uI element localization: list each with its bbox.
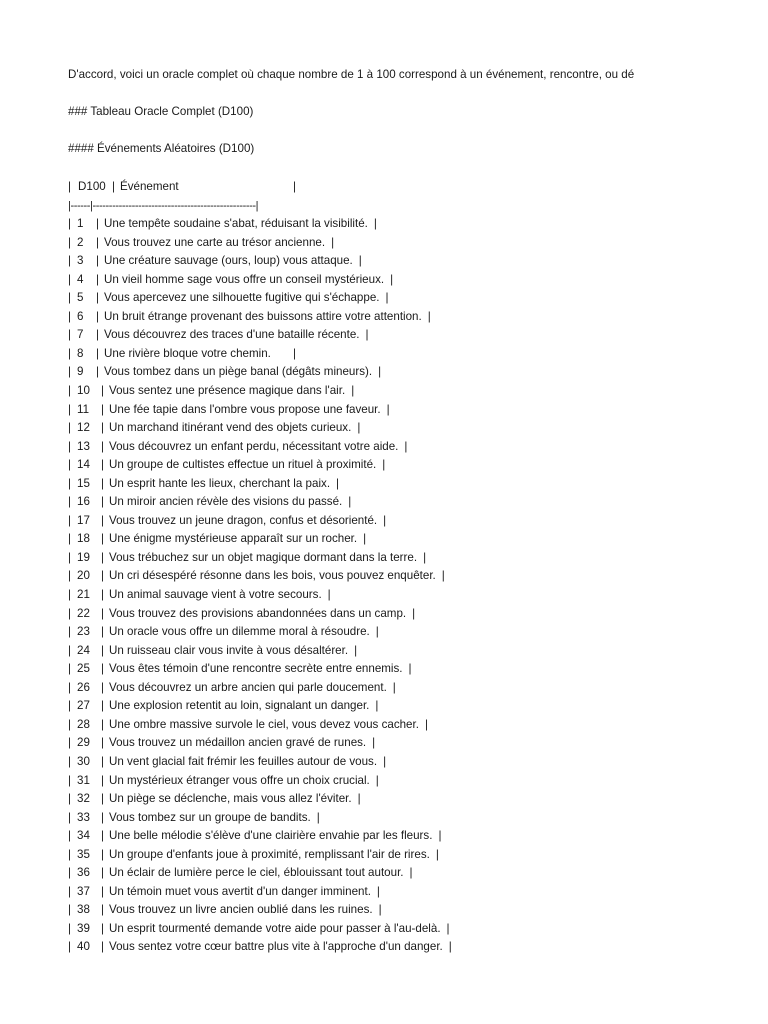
row-event: Un marchand itinérant vend des objets curieux. bbox=[109, 421, 352, 435]
row-pipe: | bbox=[435, 847, 439, 861]
table-row bbox=[68, 438, 708, 457]
row-pipe: | bbox=[68, 346, 72, 360]
row-event: Un esprit tourmenté demande votre aide pour passer à l'au-delà. bbox=[109, 921, 441, 935]
row-event: Une fée tapie dans l'ombre vous propose une faveur. bbox=[109, 402, 381, 416]
row-event: Un vieil homme sage vous offre un conseil mystérieux. bbox=[104, 272, 385, 286]
row-pipe: | bbox=[68, 829, 72, 843]
row-pipe: | bbox=[101, 884, 105, 898]
row-event: Vous trouvez un jeune dragon, confus et désorienté. bbox=[109, 513, 378, 527]
row-pipe: | bbox=[101, 458, 105, 472]
row-number: 18 bbox=[77, 532, 90, 546]
table-row bbox=[68, 215, 708, 234]
row-pipe: | bbox=[68, 439, 72, 453]
row-pipe: | bbox=[101, 588, 105, 602]
row-pipe: | bbox=[68, 217, 72, 231]
row-event: Une ombre massive survole le ciel, vous devez vous cacher. bbox=[109, 717, 419, 731]
row-number: 29 bbox=[77, 736, 90, 750]
row-pipe: | bbox=[96, 309, 100, 323]
table-row bbox=[68, 660, 708, 679]
row-event: Un ruisseau clair vous invite à vous désaltérer. bbox=[109, 643, 349, 657]
row-pipe: | bbox=[101, 550, 105, 564]
row-pipe: | bbox=[101, 662, 105, 676]
heading-oracle-table: ### Tableau Oracle Complet (D100) bbox=[68, 105, 254, 118]
row-pipe: | bbox=[101, 866, 105, 880]
table-row bbox=[68, 697, 708, 716]
row-number: 35 bbox=[77, 847, 90, 861]
table-row bbox=[68, 901, 708, 920]
row-number: 9 bbox=[77, 365, 84, 379]
row-pipe: | bbox=[409, 866, 413, 880]
row-pipe: | bbox=[327, 588, 331, 602]
row-pipe: | bbox=[68, 847, 72, 861]
table-row bbox=[68, 382, 708, 401]
row-pipe: | bbox=[448, 940, 452, 954]
row-event: Une tempête soudaine s'abat, réduisant la visibilité. bbox=[104, 217, 368, 231]
row-number: 38 bbox=[77, 903, 90, 917]
table-row bbox=[68, 827, 708, 846]
row-pipe: | bbox=[331, 235, 335, 249]
row-pipe: | bbox=[68, 903, 72, 917]
row-pipe: | bbox=[101, 569, 105, 583]
row-event: Un bruit étrange provenant des buissons attire votre attention. bbox=[104, 309, 422, 323]
table-row bbox=[68, 883, 708, 902]
row-pipe: | bbox=[96, 217, 100, 231]
table-row bbox=[68, 419, 708, 438]
table-row bbox=[68, 772, 708, 791]
row-pipe: | bbox=[68, 940, 72, 954]
row-pipe: | bbox=[101, 717, 105, 731]
row-number: 7 bbox=[77, 328, 84, 342]
row-pipe: | bbox=[372, 736, 376, 750]
table-separator: |------|--------------------------------------------------| bbox=[68, 199, 259, 212]
row-number: 30 bbox=[77, 754, 90, 768]
row-pipe: | bbox=[383, 754, 387, 768]
row-number: 17 bbox=[77, 513, 90, 527]
row-pipe: | bbox=[385, 291, 389, 305]
row-pipe: | bbox=[293, 346, 297, 360]
row-pipe: | bbox=[427, 309, 431, 323]
row-pipe: | bbox=[101, 625, 105, 639]
row-number: 6 bbox=[77, 309, 84, 323]
row-event: Vous découvrez des traces d'une bataille récente. bbox=[104, 328, 360, 342]
row-number: 13 bbox=[77, 439, 90, 453]
row-event: Un vent glacial fait frémir les feuilles autour de vous. bbox=[109, 754, 378, 768]
row-pipe: | bbox=[441, 569, 445, 583]
row-pipe: | bbox=[438, 829, 442, 843]
row-event: Un témoin muet vous avertit d'un danger imminent. bbox=[109, 884, 371, 898]
row-number: 22 bbox=[77, 606, 90, 620]
row-pipe: | bbox=[101, 513, 105, 527]
row-event: Une explosion retentit au loin, signalant un danger. bbox=[109, 699, 370, 713]
row-pipe: | bbox=[68, 736, 72, 750]
row-pipe: | bbox=[68, 754, 72, 768]
row-pipe: | bbox=[68, 792, 72, 806]
row-pipe: | bbox=[316, 810, 320, 824]
row-pipe: | bbox=[68, 495, 72, 509]
row-number: 16 bbox=[77, 495, 90, 509]
row-number: 14 bbox=[77, 458, 90, 472]
row-pipe: | bbox=[101, 532, 105, 546]
row-pipe: | bbox=[336, 476, 340, 490]
table-row bbox=[68, 809, 708, 828]
row-event: Vous tombez dans un piège banal (dégâts mineurs). bbox=[104, 365, 373, 379]
row-event: Vous sentez une présence magique dans l'air. bbox=[109, 384, 346, 398]
row-pipe: | bbox=[423, 550, 427, 564]
row-pipe: | bbox=[96, 272, 100, 286]
row-pipe: | bbox=[96, 254, 100, 268]
row-number: 20 bbox=[77, 569, 90, 583]
table-row bbox=[68, 567, 708, 586]
row-event: Vous apercevez une silhouette fugitive qui s'échappe. bbox=[104, 291, 380, 305]
row-pipe: | bbox=[375, 773, 379, 787]
row-pipe: | bbox=[357, 792, 361, 806]
row-pipe: | bbox=[96, 291, 100, 305]
row-pipe: | bbox=[363, 532, 367, 546]
table-row bbox=[68, 234, 708, 253]
row-pipe: | bbox=[101, 736, 105, 750]
heading-random-events: #### Événements Aléatoires (D100) bbox=[68, 142, 255, 155]
row-event: Vous trouvez un médaillon ancien gravé de runes. bbox=[109, 736, 367, 750]
row-number: 5 bbox=[77, 291, 84, 305]
table-row bbox=[68, 549, 708, 568]
table-row bbox=[68, 938, 708, 957]
table-row bbox=[68, 679, 708, 698]
row-pipe: | bbox=[375, 625, 379, 639]
row-pipe: | bbox=[383, 513, 387, 527]
row-number: 19 bbox=[77, 550, 90, 564]
row-pipe: | bbox=[378, 903, 382, 917]
row-number: 2 bbox=[77, 235, 84, 249]
row-number: 24 bbox=[77, 643, 90, 657]
table-row bbox=[68, 401, 708, 420]
row-pipe: | bbox=[68, 365, 72, 379]
table-row bbox=[68, 605, 708, 624]
row-event: Une énigme mystérieuse apparaît sur un rocher. bbox=[109, 532, 358, 546]
row-number: 40 bbox=[77, 940, 90, 954]
row-pipe: | bbox=[404, 439, 408, 453]
table-row bbox=[68, 512, 708, 531]
row-pipe: | bbox=[68, 291, 72, 305]
row-pipe: | bbox=[101, 439, 105, 453]
row-pipe: | bbox=[101, 829, 105, 843]
row-pipe: | bbox=[101, 810, 105, 824]
table-row bbox=[68, 252, 708, 271]
row-pipe: | bbox=[408, 662, 412, 676]
row-pipe: | bbox=[101, 384, 105, 398]
row-pipe: | bbox=[68, 884, 72, 898]
row-pipe: | bbox=[68, 309, 72, 323]
row-event: Vous découvrez un arbre ancien qui parle doucement. bbox=[109, 680, 387, 694]
row-number: 28 bbox=[77, 717, 90, 731]
row-number: 31 bbox=[77, 773, 90, 787]
row-pipe: | bbox=[386, 402, 390, 416]
table-row bbox=[68, 920, 708, 939]
row-pipe: | bbox=[390, 272, 394, 286]
row-pipe: | bbox=[68, 717, 72, 731]
row-pipe: | bbox=[68, 328, 72, 342]
row-event: Un éclair de lumière perce le ciel, éblouissant tout autour. bbox=[109, 866, 404, 880]
table-row bbox=[68, 623, 708, 642]
row-event: Une rivière bloque votre chemin. bbox=[104, 346, 271, 360]
row-pipe: | bbox=[68, 662, 72, 676]
row-pipe: | bbox=[101, 921, 105, 935]
row-event: Un groupe d'enfants joue à proximité, remplissant l'air de rires. bbox=[109, 847, 430, 861]
table-row bbox=[68, 790, 708, 809]
row-event: Un miroir ancien révèle des visions du passé. bbox=[109, 495, 343, 509]
row-event: Un cri désespéré résonne dans les bois, vous pouvez enquêter. bbox=[109, 569, 436, 583]
row-event: Vous découvrez un enfant perdu, nécessitant votre aide. bbox=[109, 439, 399, 453]
table-row bbox=[68, 289, 708, 308]
row-number: 4 bbox=[77, 272, 84, 286]
row-pipe: | bbox=[96, 328, 100, 342]
table-row bbox=[68, 586, 708, 605]
row-number: 10 bbox=[77, 384, 90, 398]
row-event: Vous trouvez un livre ancien oublié dans les ruines. bbox=[109, 903, 373, 917]
table-row bbox=[68, 271, 708, 290]
row-number: 26 bbox=[77, 680, 90, 694]
table-row bbox=[68, 716, 708, 735]
row-event: Vous sentez votre cœur battre plus vite à l'approche d'un danger. bbox=[109, 940, 443, 954]
row-pipe: | bbox=[68, 384, 72, 398]
row-pipe: | bbox=[68, 235, 72, 249]
row-pipe: | bbox=[68, 680, 72, 694]
row-pipe: | bbox=[68, 625, 72, 639]
row-pipe: | bbox=[68, 550, 72, 564]
intro-paragraph: D'accord, voici un oracle complet où chaque nombre de 1 à 100 correspond à un événement, rencontre, ou dé bbox=[68, 68, 635, 81]
header-evenement: Événement bbox=[120, 180, 179, 193]
table-row bbox=[68, 326, 708, 345]
row-number: 36 bbox=[77, 866, 90, 880]
row-event: Vous trébuchez sur un objet magique dormant dans la terre. bbox=[109, 550, 418, 564]
row-pipe: | bbox=[424, 717, 428, 731]
row-pipe: | bbox=[101, 773, 105, 787]
table-row bbox=[68, 753, 708, 772]
row-number: 34 bbox=[77, 829, 90, 843]
row-pipe: | bbox=[348, 495, 352, 509]
row-pipe: | bbox=[373, 217, 377, 231]
table-row bbox=[68, 456, 708, 475]
table-row bbox=[68, 864, 708, 883]
row-pipe: | bbox=[96, 365, 100, 379]
row-pipe: | bbox=[378, 365, 382, 379]
row-pipe: | bbox=[412, 606, 416, 620]
row-event: Un animal sauvage vient à votre secours. bbox=[109, 588, 322, 602]
row-pipe: | bbox=[68, 272, 72, 286]
row-pipe: | bbox=[101, 421, 105, 435]
row-number: 1 bbox=[77, 217, 84, 231]
table-header-row: | D100 | Événement | bbox=[68, 178, 708, 197]
row-number: 32 bbox=[77, 792, 90, 806]
row-pipe: | bbox=[96, 235, 100, 249]
row-event: Un esprit hante les lieux, cherchant la paix. bbox=[109, 476, 331, 490]
row-pipe: | bbox=[365, 328, 369, 342]
row-pipe: | bbox=[68, 402, 72, 416]
row-pipe: | bbox=[101, 643, 105, 657]
row-number: 39 bbox=[77, 921, 90, 935]
row-pipe: | bbox=[376, 884, 380, 898]
row-number: 11 bbox=[77, 402, 90, 416]
row-event: Une belle mélodie s'élève d'une clairière envahie par les fleurs. bbox=[109, 829, 433, 843]
oracle-table bbox=[68, 178, 708, 957]
table-row bbox=[68, 493, 708, 512]
row-number: 15 bbox=[77, 476, 90, 490]
header-d100: D100 bbox=[78, 180, 106, 193]
row-pipe: | bbox=[101, 495, 105, 509]
row-event: Une créature sauvage (ours, loup) vous attaque. bbox=[104, 254, 353, 268]
row-pipe: | bbox=[101, 792, 105, 806]
row-event: Vous trouvez une carte au trésor ancienne. bbox=[104, 235, 326, 249]
row-event: Vous êtes témoin d'une rencontre secrète entre ennemis. bbox=[109, 662, 403, 676]
table-row bbox=[68, 734, 708, 753]
row-pipe: | bbox=[68, 699, 72, 713]
row-event: Vous tombez sur un groupe de bandits. bbox=[109, 810, 311, 824]
row-number: 27 bbox=[77, 699, 90, 713]
row-pipe: | bbox=[68, 921, 72, 935]
row-event: Un mystérieux étranger vous offre un choix crucial. bbox=[109, 773, 370, 787]
row-event: Un piège se déclenche, mais vous allez l'éviter. bbox=[109, 792, 352, 806]
row-number: 21 bbox=[77, 588, 90, 602]
row-pipe: | bbox=[68, 588, 72, 602]
row-event: Un oracle vous offre un dilemme moral à résoudre. bbox=[109, 625, 370, 639]
row-pipe: | bbox=[101, 680, 105, 694]
table-row bbox=[68, 846, 708, 865]
row-pipe: | bbox=[68, 513, 72, 527]
row-pipe: | bbox=[68, 866, 72, 880]
row-pipe: | bbox=[68, 532, 72, 546]
row-pipe: | bbox=[68, 810, 72, 824]
row-pipe: | bbox=[101, 903, 105, 917]
row-pipe: | bbox=[68, 643, 72, 657]
row-event: Un groupe de cultistes effectue un rituel à proximité. bbox=[109, 458, 377, 472]
row-pipe: | bbox=[101, 402, 105, 416]
row-pipe: | bbox=[392, 680, 396, 694]
row-number: 12 bbox=[77, 421, 90, 435]
row-pipe: | bbox=[68, 254, 72, 268]
row-pipe: | bbox=[446, 921, 450, 935]
row-pipe: | bbox=[357, 421, 361, 435]
row-pipe: | bbox=[101, 476, 105, 490]
row-pipe: | bbox=[101, 699, 105, 713]
table-row bbox=[68, 308, 708, 327]
row-number: 33 bbox=[77, 810, 90, 824]
row-pipe: | bbox=[68, 606, 72, 620]
row-number: 8 bbox=[77, 346, 84, 360]
row-pipe: | bbox=[358, 254, 362, 268]
row-pipe: | bbox=[68, 569, 72, 583]
row-pipe: | bbox=[68, 421, 72, 435]
row-pipe: | bbox=[101, 754, 105, 768]
table-row bbox=[68, 363, 708, 382]
table-row bbox=[68, 530, 708, 549]
row-number: 3 bbox=[77, 254, 84, 268]
row-pipe: | bbox=[375, 699, 379, 713]
row-pipe: | bbox=[68, 773, 72, 787]
table-row bbox=[68, 345, 708, 364]
row-pipe: | bbox=[354, 643, 358, 657]
row-number: 37 bbox=[77, 884, 90, 898]
table-row bbox=[68, 642, 708, 661]
row-pipe: | bbox=[101, 847, 105, 861]
row-number: 25 bbox=[77, 662, 90, 676]
table-row bbox=[68, 475, 708, 494]
row-pipe: | bbox=[68, 476, 72, 490]
row-pipe: | bbox=[382, 458, 386, 472]
row-number: 23 bbox=[77, 625, 90, 639]
row-pipe: | bbox=[101, 606, 105, 620]
row-event: Vous trouvez des provisions abandonnées dans un camp. bbox=[109, 606, 407, 620]
row-pipe: | bbox=[68, 458, 72, 472]
row-pipe: | bbox=[96, 346, 100, 360]
row-pipe: | bbox=[351, 384, 355, 398]
row-pipe: | bbox=[101, 940, 105, 954]
